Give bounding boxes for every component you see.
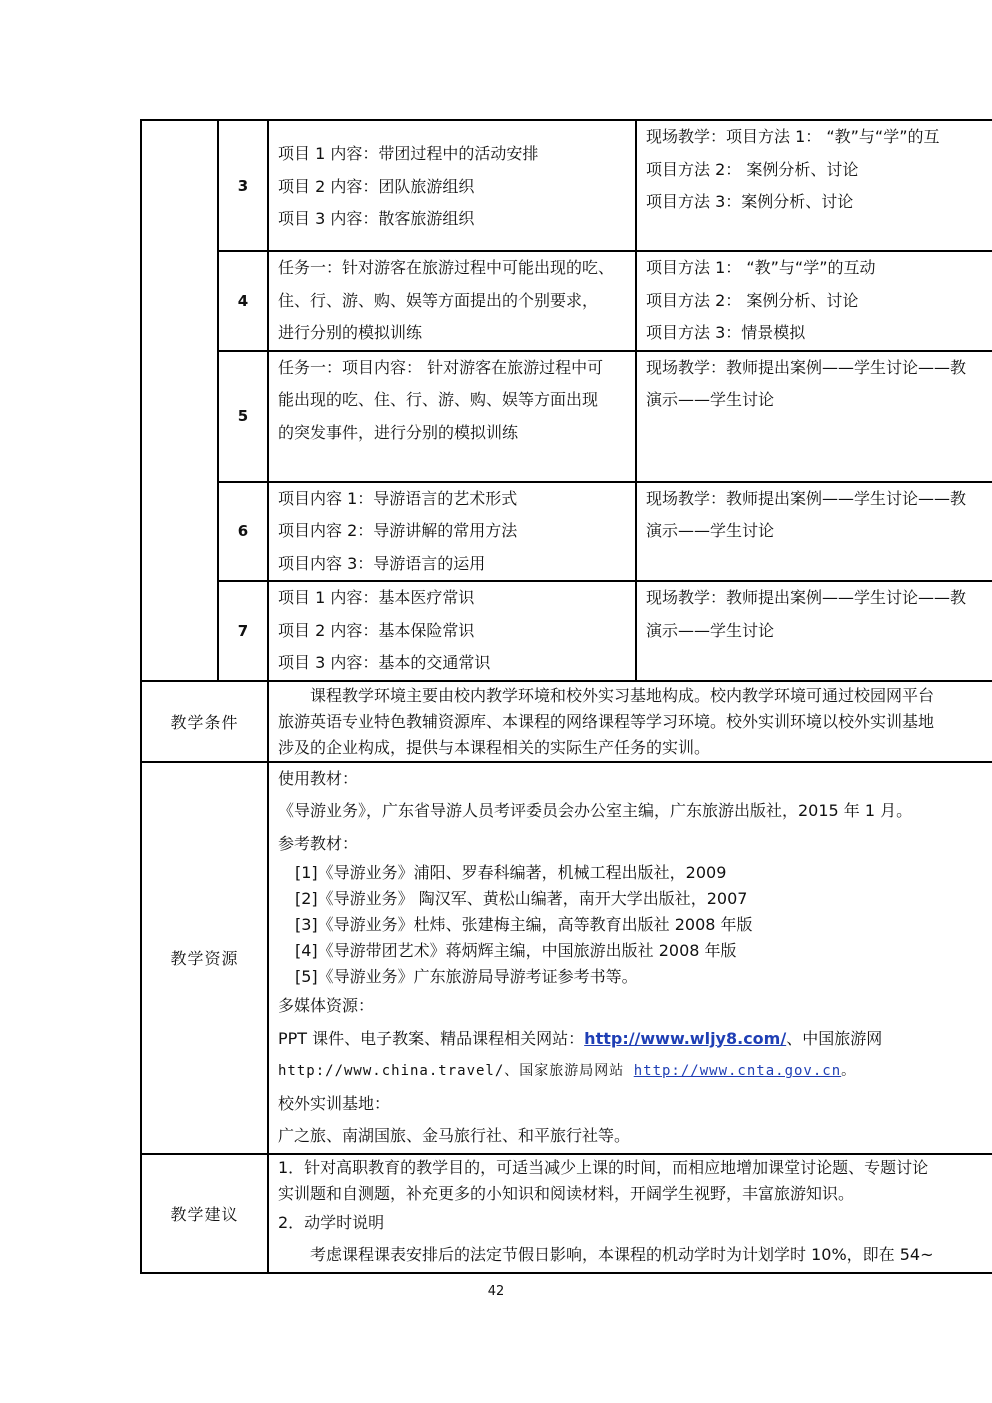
content-line: 能出现的吃、住、行、游、购、娱等方面出现 <box>278 390 599 409</box>
content-line: 进行分别的模拟训练 <box>278 323 423 342</box>
multimedia-heading: 多媒体资源： <box>278 996 375 1015</box>
content-line: 任务一：针对游客在旅游过程中可能出现的吃、 <box>278 258 615 277</box>
reference-item: [4]《导游带团艺术》蒋炳辉主编，中国旅游出版社 2008 年版 <box>295 941 737 960</box>
conditions-cell <box>268 681 992 762</box>
method-line: 现场教学：教师提出案例——学生讨论——教 <box>646 588 967 607</box>
method-line: 演示——学生讨论 <box>646 620 775 640</box>
multimedia-suffix: 。 <box>841 1063 857 1079</box>
suggestions-label: 教学建议 <box>141 1154 268 1273</box>
resources-cell <box>268 762 992 1154</box>
multimedia-prefix: PPT 课件、电子教案、精品课程相关网站： <box>278 1028 585 1048</box>
table-row <box>141 1154 992 1273</box>
method-line: 项目方法 2： 案例分析、讨论 <box>646 290 859 310</box>
reference-item: [5]《导游业务》广东旅游局导游考证参考书等。 <box>295 967 638 986</box>
method-line: 演示——学生讨论 <box>646 390 775 409</box>
content-line: 项目 3 内容：散客旅游组织 <box>278 209 475 228</box>
method-line: 项目方法 2： 案例分析、讨论 <box>646 159 859 179</box>
project-number: 3 <box>218 120 268 251</box>
conditions-line: 旅游英语专业特色教辅资源库、本课程的网络课程等学习环境。校外实训环境以校外实训基地 <box>278 711 935 731</box>
multimedia-mid: 、中国旅游网 <box>786 1028 883 1048</box>
suggestions-cell <box>268 1154 992 1273</box>
content-line: 项目内容 1：导游语言的艺术形式 <box>278 488 518 508</box>
project-content-cell <box>268 120 636 251</box>
project-number: 4 <box>218 251 268 351</box>
method-line: 现场教学：项目方法 1： “教”与“学”的互 <box>646 127 940 146</box>
project-content-cell <box>268 251 636 351</box>
content-line: 的突发事件，进行分别的模拟训练 <box>278 422 519 442</box>
content-line: 项目内容 2：导游讲解的常用方法 <box>278 521 518 540</box>
project-number: 5 <box>218 351 268 482</box>
table-row <box>141 351 992 482</box>
method-line: 现场教学：教师提出案例——学生讨论——教 <box>646 357 967 377</box>
method-line: 现场教学：教师提出案例——学生讨论——教 <box>646 488 967 508</box>
reference-item: [1]《导游业务》浦阳、罗春科编著，机械工程出版社，2009 <box>295 863 727 882</box>
project-content-cell <box>268 581 636 681</box>
content-line: 项目 3 内容：基本的交通常识 <box>278 653 491 672</box>
content-line: 项目 2 内容：团队旅游组织 <box>278 176 475 196</box>
content-line: 项目 1 内容：带团过程中的活动安排 <box>278 144 539 163</box>
table-row <box>141 482 992 582</box>
multimedia-line-2 <box>278 1055 991 1088</box>
content-line: 住、行、游、购、娱等方面提出的个别要求， <box>278 290 599 310</box>
page-number: 42 <box>487 1284 505 1299</box>
teaching-method-cell <box>636 581 992 681</box>
project-content-cell <box>268 482 636 582</box>
reference-item: [3]《导游业务》杜炜、张建梅主编，高等教育出版社 2008 年版 <box>295 915 753 934</box>
curriculum-table <box>140 119 992 1274</box>
content-line: 任务一：项目内容： 针对游客在旅游过程中可 <box>278 357 604 377</box>
conditions-label: 教学条件 <box>141 681 268 762</box>
content-line: 项目 1 内容：基本医疗常识 <box>278 588 475 607</box>
reference-item: [2]《导游业务》 陶汉军、黄松山编著，南开大学出版社，2007 <box>295 889 748 908</box>
method-line: 项目方法 3：案例分析、讨论 <box>646 192 854 211</box>
teaching-method-cell <box>636 482 992 582</box>
table-row <box>141 681 992 762</box>
suggestion-line: 实训题和自测题，补充更多的小知识和阅读材料，开阔学生视野，丰富旅游知识。 <box>278 1183 855 1203</box>
suggestion-line: 考虑课程课表安排后的法定节假日影响，本课程的机动学时为计划学时 10%，即在 54~ <box>310 1245 934 1264</box>
method-line: 演示——学生讨论 <box>646 521 775 540</box>
content-line: 项目内容 3：导游语言的运用 <box>278 553 486 573</box>
merged-blank-cell <box>141 120 218 681</box>
multimedia-line <box>278 1023 991 1056</box>
curriculum-table-frame <box>140 119 992 1274</box>
project-content-cell <box>268 351 636 482</box>
conditions-line: 涉及的企业构成，提供与本课程相关的实际生产任务的实训。 <box>278 737 711 757</box>
textbook-heading: 使用教材： <box>278 768 359 788</box>
base-heading: 校外实训基地： <box>278 1093 391 1113</box>
textbook-entry: 《导游业务》，广东省导游人员考评委员会办公室主编，广东旅游出版社，2015 年 1 月。 <box>278 801 913 820</box>
teaching-method-cell <box>636 120 992 251</box>
table-row <box>141 251 992 351</box>
table-row <box>141 762 992 1154</box>
method-line: 项目方法 1： “教”与“学”的互动 <box>646 258 876 277</box>
cnta-link[interactable]: http://www.cnta.gov.cn <box>633 1063 842 1079</box>
teaching-method-cell <box>636 251 992 351</box>
conditions-line: 课程教学环境主要由校内教学环境和校外实习基地构成。校内教学环境可通过校园网平台 <box>310 685 935 705</box>
table-row <box>141 581 992 681</box>
method-line: 项目方法 3：情景模拟 <box>646 323 806 342</box>
china-travel-text: http://www.china.travel/、国家旅游局网站 <box>278 1063 634 1079</box>
wljy8-link[interactable]: http://www.wljy8.com/ <box>584 1028 787 1048</box>
suggestion-line: 2．动学时说明 <box>278 1212 385 1232</box>
table-row <box>141 120 992 251</box>
content-line: 项目 2 内容：基本保险常识 <box>278 620 475 640</box>
suggestion-line: 1．针对高职教育的教学目的，可适当减少上课的时间，而相应地增加课堂讨论题、专题讨论 <box>278 1157 929 1177</box>
teaching-method-cell <box>636 351 992 482</box>
project-number: 6 <box>218 482 268 582</box>
reference-heading: 参考教材： <box>278 833 359 853</box>
project-number: 7 <box>218 581 268 681</box>
base-list: 广之旅、南湖国旅、金马旅行社、和平旅行社等。 <box>278 1126 631 1145</box>
resources-label: 教学资源 <box>141 762 268 1154</box>
